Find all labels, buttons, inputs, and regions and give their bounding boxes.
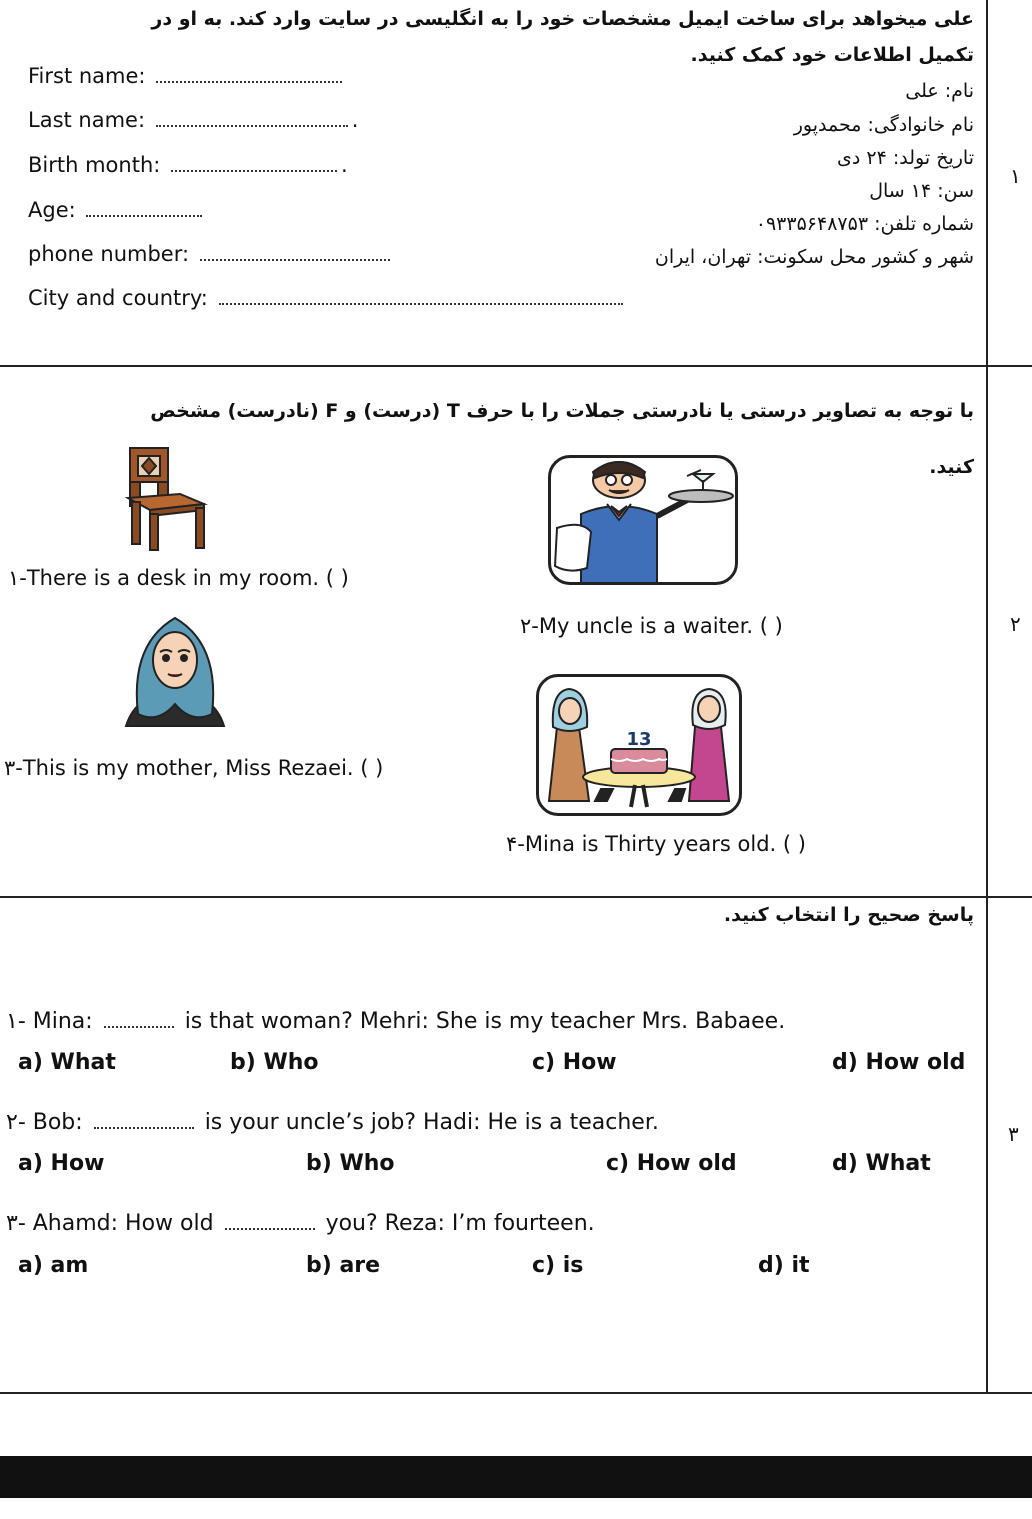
q1-option-d[interactable]: d) How old — [832, 1050, 966, 1075]
birthday-cake-picture — [536, 674, 742, 816]
age-field[interactable] — [28, 198, 206, 222]
info-phone: شماره تلفن: ۰۹۳۳۵۶۴۸۷۵۳ — [755, 213, 974, 235]
tf-sentence-3[interactable]: ۳-This is my mother, Miss Rezaei. ( ) — [4, 756, 384, 780]
birth-month-field[interactable]: Birth month: . — [28, 153, 348, 177]
first-name-blank[interactable] — [156, 79, 342, 83]
birthday-drawing — [539, 677, 742, 816]
section2-number: ۲ — [1010, 612, 1021, 636]
q1-option-a[interactable]: a) What — [18, 1050, 116, 1075]
phone-number-label: phone number: — [28, 242, 190, 266]
section2-instruction-line2: کنید. — [929, 456, 974, 478]
city-country-label: City and country: — [28, 286, 208, 310]
birth-month-label: Birth month: — [28, 153, 161, 177]
question-2-suffix: is your uncle’s job? Hadi: He is a teacher. — [204, 1110, 659, 1135]
phone-number-blank[interactable] — [200, 257, 390, 261]
right-border-line — [986, 0, 988, 1394]
age-blank[interactable] — [86, 213, 202, 217]
age-label: Age: — [28, 198, 76, 222]
section1-instruction-line1: علی میخواهد برای ساخت ایمیل مشخصات خود را به انگلیسی در سایت وارد کند. به او در — [151, 8, 974, 30]
info-city: شهر و کشور محل سکونت: تهران، ایران — [654, 246, 974, 268]
question-1 — [6, 1009, 785, 1034]
q2-option-a[interactable]: a) How — [18, 1151, 105, 1176]
question-2-blank[interactable] — [94, 1125, 194, 1129]
question-3 — [6, 1211, 595, 1236]
waiter-drawing — [551, 458, 738, 585]
section3-number: ۳ — [1008, 1122, 1019, 1146]
info-birth-date: تاریخ تولد: ۲۴ دی — [837, 147, 974, 169]
divider-line-3 — [0, 1392, 1032, 1394]
q3-option-d[interactable]: d) it — [758, 1253, 810, 1278]
q3-option-a[interactable]: a) am — [18, 1253, 89, 1278]
question-2 — [6, 1110, 659, 1135]
chair-picture — [120, 446, 210, 552]
birth-month-blank[interactable] — [171, 168, 337, 172]
q3-option-b[interactable]: b) are — [306, 1253, 381, 1278]
q1-option-c[interactable]: c) How — [532, 1050, 617, 1075]
waiter-picture — [548, 455, 738, 585]
question-1-suffix: is that woman? Mehri: She is my teacher Mrs. Babaee. — [184, 1009, 786, 1034]
first-name-field[interactable] — [28, 64, 346, 88]
last-name-field[interactable]: Last name: . — [28, 108, 359, 132]
question-3-blank[interactable] — [225, 1226, 315, 1230]
question-3-prefix: ۳- Ahamd: How old — [6, 1211, 214, 1236]
section1-number: ۱ — [1010, 164, 1021, 188]
tf-sentence-2[interactable]: ۲-My uncle is a waiter. ( ) — [520, 614, 783, 638]
last-name-blank[interactable] — [156, 123, 348, 127]
info-last-name: نام خانوادگی: محمدپور — [793, 114, 974, 136]
city-country-field[interactable] — [28, 286, 627, 310]
divider-line-2 — [0, 896, 1032, 898]
city-country-blank[interactable] — [219, 301, 623, 305]
q2-option-c[interactable]: c) How old — [606, 1151, 737, 1176]
tf-sentence-1[interactable]: ۱-There is a desk in my room. ( ) — [8, 566, 349, 590]
woman-hijab-picture — [120, 614, 230, 728]
tf-sentence-4[interactable]: ۴-Mina is Thirty years old. ( ) — [506, 832, 806, 856]
q2-option-b[interactable]: b) Who — [306, 1151, 395, 1176]
first-name-label: First name: — [28, 64, 146, 88]
phone-number-field[interactable] — [28, 242, 394, 266]
cake-number: 13 — [626, 729, 652, 750]
bottom-dark-bar — [0, 1456, 1032, 1498]
question-3-suffix: you? Reza: I’m fourteen. — [325, 1211, 595, 1236]
section3-instruction: پاسخ صحیح را انتخاب کنید. — [723, 904, 974, 926]
divider-line-1 — [0, 365, 1032, 367]
q1-option-b[interactable]: b) Who — [230, 1050, 319, 1075]
section1-instruction-line2: تکمیل اطلاعات خود کمک کنید. — [690, 44, 974, 66]
question-1-prefix: ۱- Mina: — [6, 1009, 93, 1034]
question-2-prefix: ۲- Bob: — [6, 1110, 83, 1135]
question-1-blank[interactable] — [104, 1024, 174, 1028]
last-name-label: Last name: — [28, 108, 146, 132]
info-age: سن: ۱۴ سال — [869, 180, 974, 202]
q2-option-d[interactable]: d) What — [832, 1151, 931, 1176]
section2-instruction-line1: با توجه به تصاویر درستی یا نادرستی جملات را با حرف T (درست) و F (نادرست) مشخص — [150, 400, 974, 422]
q3-option-c[interactable]: c) is — [532, 1253, 584, 1278]
info-first-name: نام: علی — [905, 80, 974, 102]
